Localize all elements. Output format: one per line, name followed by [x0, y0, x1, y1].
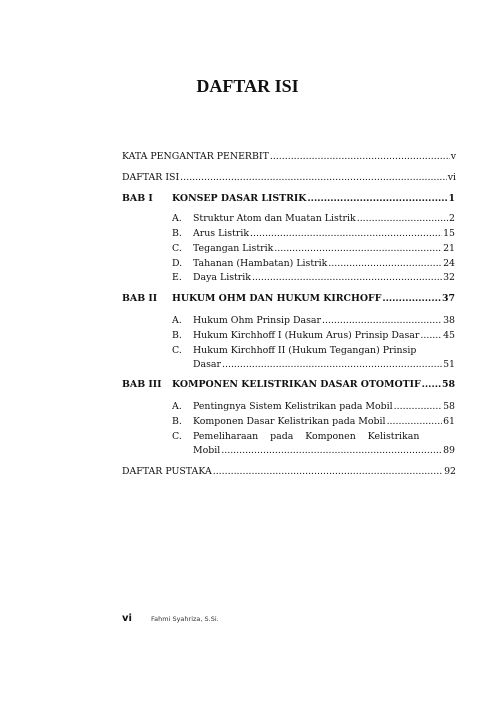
toc-page-number: 89	[443, 445, 455, 456]
toc-item[interactable]	[193, 272, 455, 284]
dot-leader	[328, 258, 442, 270]
toc-chapter-1[interactable]	[172, 193, 455, 205]
toc-item-label-line1[interactable]: Pemeliharaan pada Komponen Kelistrikan	[193, 431, 420, 442]
toc-page-number: 58	[441, 379, 455, 390]
toc-chapter-label: KONSEP DASAR LISTRIK	[172, 193, 307, 204]
item-letter: D.	[172, 258, 183, 269]
toc-page-number: 61	[443, 416, 455, 427]
dot-leader	[357, 213, 448, 225]
toc-item-label: Arus Listrik	[193, 228, 250, 239]
toc-item[interactable]	[193, 401, 455, 413]
toc-page-number: 24	[443, 258, 455, 269]
toc-item-label: Hukum Ohm Prinsip Dasar	[193, 315, 321, 326]
dot-leader	[422, 379, 441, 391]
toc-entry-daftar-isi[interactable]	[122, 172, 456, 184]
toc-item[interactable]	[193, 228, 455, 240]
dot-leader	[322, 315, 442, 327]
item-letter: A.	[172, 401, 182, 412]
dot-leader	[307, 193, 447, 205]
toc-item-label: Pentingnya Sistem Kelistrikan pada Mobil	[193, 401, 393, 412]
item-letter: C.	[172, 431, 182, 442]
toc-chapter-label: HUKUM OHM DAN HUKUM KIRCHOFF	[172, 293, 382, 304]
dot-leader	[387, 416, 443, 428]
item-letter: B.	[172, 228, 182, 239]
toc-item-label: Komponen Dasar Kelistrikan pada Mobil	[193, 416, 386, 427]
toc-page-number: 92	[444, 466, 456, 477]
toc-page-number: 21	[443, 243, 455, 254]
chapter-number: BAB II	[122, 293, 158, 304]
toc-entry-label: DAFTAR PUSTAKA	[122, 466, 212, 477]
toc-chapter-label: KOMPONEN KELISTRIKAN DASAR OTOMOTIF	[172, 379, 421, 390]
dot-leader	[274, 243, 442, 255]
footer-author: Fahmi Syahriza, S.Si.	[151, 615, 219, 623]
toc-page-number: 58	[443, 401, 455, 412]
toc-item[interactable]	[193, 359, 455, 371]
item-letter: B.	[172, 416, 182, 427]
toc-page-number: 32	[443, 272, 455, 283]
toc-item-label: Tegangan Listrik	[193, 243, 274, 254]
toc-entry-label: DAFTAR ISI	[122, 172, 180, 183]
chapter-number: BAB I	[122, 193, 153, 204]
item-letter: E.	[172, 272, 182, 283]
toc-item-label: Tahanan (Hambatan) Listrik	[193, 258, 328, 269]
page-title: DAFTAR ISI	[196, 76, 299, 96]
toc-item[interactable]	[193, 416, 455, 428]
footer-page-number: vi	[122, 613, 132, 624]
toc-entry-label: KATA PENGANTAR PENERBIT	[122, 151, 269, 162]
dot-leader	[250, 228, 442, 240]
toc-page-number: 15	[443, 228, 455, 239]
toc-item[interactable]	[193, 330, 455, 342]
toc-item-label-line2: Dasar	[193, 359, 221, 370]
item-letter: A.	[172, 213, 182, 224]
toc-page-number: 1	[448, 193, 455, 204]
dot-leader	[252, 272, 442, 284]
toc-item-label: Struktur Atom dan Muatan Listrik	[193, 213, 356, 224]
dot-leader	[270, 151, 450, 163]
toc-page-number: vi	[447, 172, 456, 183]
item-letter: C.	[172, 345, 182, 356]
dot-leader	[221, 445, 442, 457]
toc-item-label-line2: Mobil	[193, 445, 221, 456]
item-letter: B.	[172, 330, 182, 341]
toc-chapter-2[interactable]	[172, 293, 455, 305]
toc-item[interactable]	[193, 243, 455, 255]
chapter-number: BAB III	[122, 379, 162, 390]
toc-chapter-3[interactable]	[172, 379, 455, 391]
toc-item-label: Daya Listrik	[193, 272, 251, 283]
dot-leader	[394, 401, 442, 413]
dot-leader	[382, 293, 441, 305]
item-letter: A.	[172, 315, 182, 326]
toc-page-number: 51	[443, 359, 455, 370]
toc-page-number: 38	[443, 315, 455, 326]
toc-item[interactable]	[193, 445, 455, 457]
toc-item[interactable]	[193, 258, 455, 270]
toc-page-number: 45	[443, 330, 455, 341]
toc-item[interactable]	[193, 315, 455, 327]
dot-leader	[213, 466, 443, 478]
dot-leader	[420, 330, 442, 342]
toc-item-label-line1[interactable]: Hukum Kirchhoff II (Hukum Tegangan) Prinsip	[193, 345, 417, 356]
dot-leader	[180, 172, 447, 184]
toc-page-number: 37	[441, 293, 455, 304]
toc-page-number: v	[450, 151, 456, 162]
dot-leader	[222, 359, 442, 371]
toc-item-label: Hukum Kirchhoff I (Hukum Arus) Prinsip Dasar	[193, 330, 420, 341]
toc-entry-daftar-pustaka[interactable]	[122, 466, 456, 478]
toc-entry-kata-pengantar[interactable]	[122, 151, 456, 163]
toc-item[interactable]	[193, 213, 455, 225]
item-letter: C.	[172, 243, 182, 254]
toc-page-number: 2	[449, 213, 455, 224]
